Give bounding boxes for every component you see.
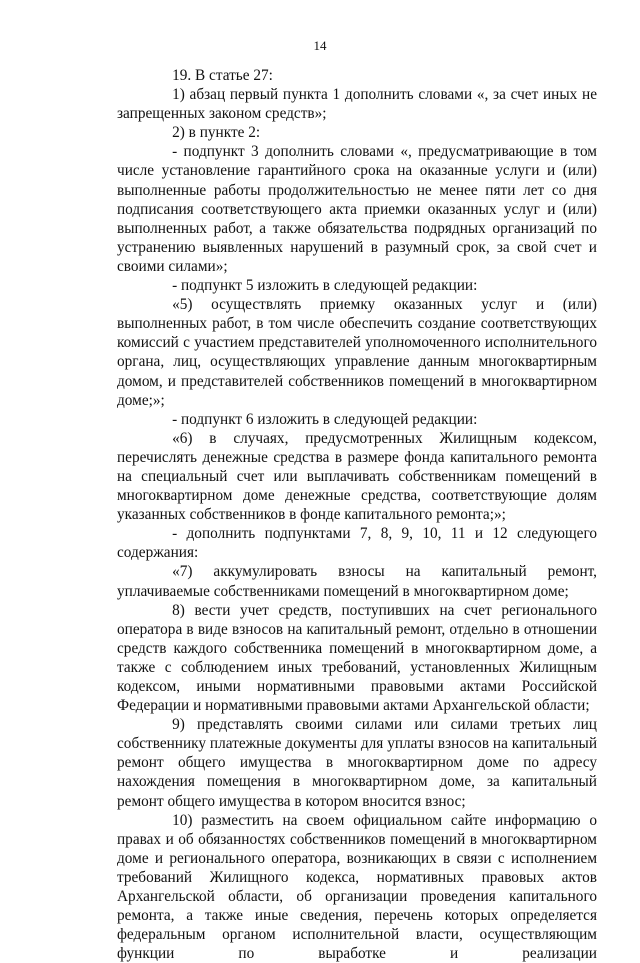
paragraph-subitem-10: 10) разместить на своем официальном сайте информацию о правах и об обязанностях собственников помещений в многоквартирном доме и регионального оператора, возникающих в связи с исполнением требований Жилищного кодекса, нормативных правовых актов Архангельской области, об организации проведения капитального ремонта, а также иные сведения, перечень которых определяется федеральным органом исполнительной власти, осуществляющим функции по выработке и реализации bbox=[117, 811, 597, 963]
paragraph-subitem-6-text: «6) в случаях, предусмотренных Жилищным кодексом, перечислять денежные средства в размере фонда капитального ремонта на специальный счет или выплачивать собственникам помещений в многоквартирном доме денежные средства, соответствующие долям указанных собственников в фонде капитального ремонта;»; bbox=[117, 429, 597, 524]
paragraph-new-subitems-intro: - дополнить подпунктами 7, 8, 9, 10, 11 и 12 следующего содержания: bbox=[117, 525, 597, 562]
paragraph-subitem-3-amendment: - подпункт 3 дополнить словами «, предусматривающие в том числе установление гарантийного срока на оказанные услуги и (или) выполненные работы продолжительностью не менее пяти лет со дня подписания соответствующего акта приемки оказанных услуг и (или) выполненных работ, а также обязательства подрядных организаций по устранению выявленных нарушений в разумный срок, за свой счет и своими силами»; bbox=[117, 143, 597, 275]
paragraph-subitem-8: 8) вести учет средств, поступивших на счет регионального оператора в виде взносов на капитальный ремонт, отдельно в отношении средств каждого собственника помещений в многоквартирном доме, а также с соблюдением иных требований, установленных Жилищным кодексом, иными нормативными правовыми актами Российской Федерации и нормативными правовыми актами Архангельской области; bbox=[117, 601, 597, 715]
paragraph-article-27-heading: 19. В статье 27: bbox=[172, 67, 273, 84]
paragraph-item-1: 1) абзац первый пункта 1 дополнить словами «, за счет иных не запрещенных законом средств»; bbox=[117, 86, 597, 123]
paragraph-subitem-9: 9) представлять своими силами или силами третьих лиц собственнику платежные документы для уплаты взносов на капитальный ремонт общего имущества в многоквартирном доме по адресу нахождения помещения в многоквартирном доме, за капитальный ремонт общего имущества в котором вносится взнос; bbox=[117, 716, 597, 810]
paragraph-subitem-6-intro: - подпункт 6 изложить в следующей редакции: bbox=[172, 410, 478, 428]
paragraph-subitem-7: «7) аккумулировать взносы на капитальный ремонт, уплачиваемые собственниками помещений в многоквартирном доме; bbox=[117, 563, 597, 600]
paragraph-subitem-5-intro: - подпункт 5 изложить в следующей редакции: bbox=[172, 277, 478, 295]
page-number: 14 bbox=[313, 38, 327, 53]
paragraph-item-2-heading: 2) в пункте 2: bbox=[172, 124, 261, 142]
paragraph-subitem-5-text: «5) осуществлять приемку оказанных услуг и (или) выполненных работ, в том числе обеспечить создание соответствующих комиссий с участием представителей уполномоченного исполнительного органа, лиц, осуществляющих управление данным многоквартирным домом, и представителей собственников помещений в многоквартирном доме;»; bbox=[117, 296, 597, 409]
document-body bbox=[117, 66, 597, 963]
